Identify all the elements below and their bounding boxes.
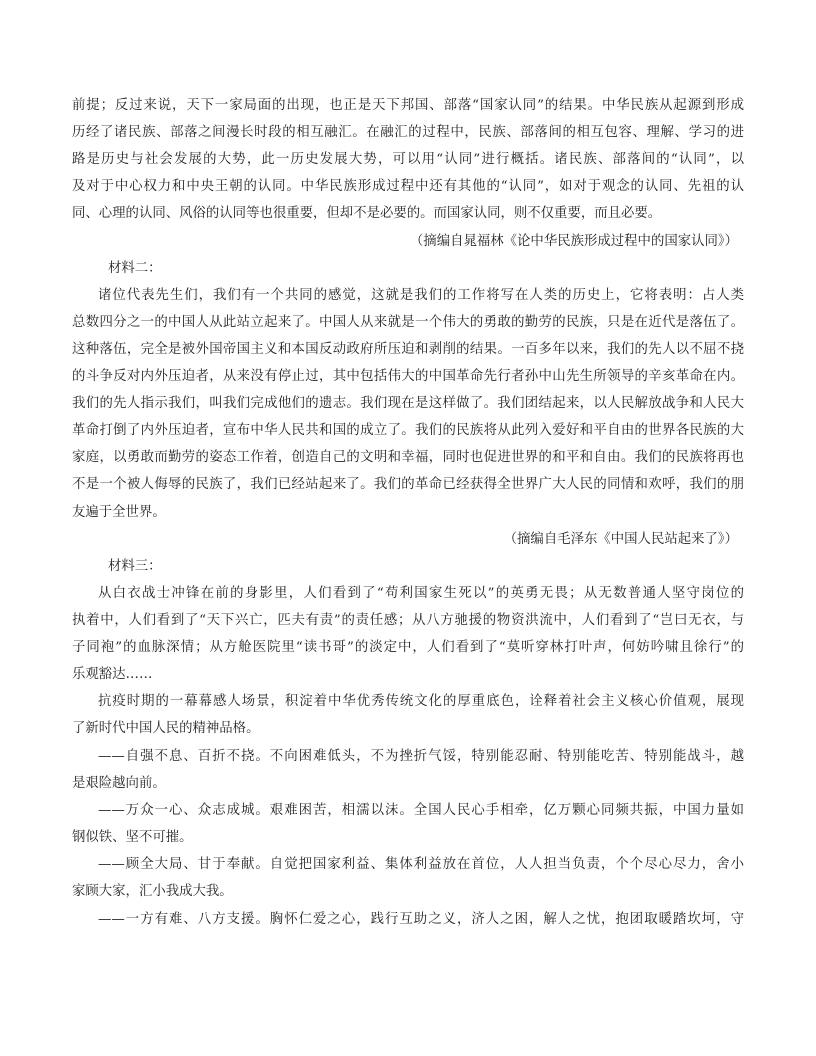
material2-line-9: 友遍于全世界。 bbox=[72, 505, 166, 520]
material2-source: （摘编自毛泽东《中国人民站起来了》） bbox=[503, 532, 738, 547]
material1-line-4: 及对于中心权力和中央王朝的认同。中华民族形成过程中还有其他的“认同”，如对于观念的认同、先祖的认 bbox=[72, 179, 744, 194]
material3-p1-line-1: 从白衣战士冲锋在前的身影里，人们看到了“苟利国家生死以”的英勇无畏；从无数普通人坚守岗位的 bbox=[98, 586, 744, 601]
material3-p4-line-1: ——万众一心、众志成城。艰难困苦，相濡以沫。全国人民心手相牵，亿万颗心同频共振，中国力量如 bbox=[98, 803, 744, 818]
material2-heading: 材料二： bbox=[108, 261, 162, 276]
material3-p5-line-1: ——顾全大局、甘于奉献。自觉把国家利益、集体利益放在首位，人人担当负责，个个尽心尽力，舍小 bbox=[98, 857, 744, 872]
material1-line-5: 同、心理的认同、风俗的认同等也很重要，但却不是必要的。而国家认同，则不仅重要，而且必要。 bbox=[72, 206, 662, 221]
material2-line-4: 的斗争反对内外压迫者，从来没有停止过，其中包括伟大的中国革命先行者孙中山先生所领导的辛亥革命在内。 bbox=[72, 369, 744, 384]
material3-p5-line-2: 家顾大家，汇小我成大我。 bbox=[72, 884, 233, 899]
material2-line-3: 这种落伍，完全是被外国帝国主义和本国反动政府所压迫和剥削的结果。一百多年以来，我们的先人以不屈不挠 bbox=[72, 342, 744, 357]
material3-p1-line-4: 乐观豁达…… bbox=[72, 667, 153, 682]
material2-line-7: 家庭，以勇敢而勤劳的姿态工作着，创造自己的文明和幸福，同时也促进世界的和平和自由。我们的民族将再也 bbox=[72, 450, 744, 465]
material3-p1-line-3: 子同袍”的血脉深情；从方舱医院里“读书哥”的淡定中，人们看到了“莫听穿林打叶声，何妨吟啸且徐行”的 bbox=[72, 640, 744, 655]
material2-line-2: 总数四分之一的中国人从此站立起来了。中国人从来就是一个伟大的勇敢的勤劳的民族，只是在近代是落伍了。 bbox=[72, 315, 744, 330]
material2-line-1: 诸位代表先生们，我们有一个共同的感觉，这就是我们的工作将写在人类的历史上，它将表明：占人类 bbox=[98, 288, 744, 303]
material3-p2-line-1: 抗疫时期的一幕幕感人场景，积淀着中华优秀传统文化的厚重底色，诠释着社会主义核心价值观，展现 bbox=[98, 694, 744, 709]
material3-p3-line-2: 是艰险越向前。 bbox=[72, 776, 166, 791]
material1-line-2: 历经了诸民族、部落之间漫长时段的相互融汇。在融汇的过程中，民族、部落间的相互包容、理解、学习的进 bbox=[72, 125, 744, 140]
material3-p2-line-2: 了新时代中国人民的精神品格。 bbox=[72, 721, 260, 736]
material3-p3-line-1: ——自强不息、百折不挠。不向困难低头，不为挫折气馁，特别能忍耐、特别能吃苦、特别能战斗，越 bbox=[98, 749, 744, 764]
material2-line-8: 不是一个被人侮辱的民族了，我们已经站起来了。我们的革命已经获得全世界广大人民的同情和欢呼，我们的朋 bbox=[72, 477, 744, 492]
material3-p4-line-2: 钢似铁、坚不可摧。 bbox=[72, 830, 193, 845]
material1-line-3: 路是历史与社会发展的大势，此一历史发展大势，可以用“认同”进行概括。诸民族、部落间的“认同”，以 bbox=[72, 152, 744, 167]
material2-line-5: 我们的先人指示我们，叫我们完成他们的遗志。我们现在是这样做了。我们团结起来，以人民解放战争和人民大 bbox=[72, 396, 744, 411]
material3-p6-line-1: ——一方有难、八方支援。胸怀仁爱之心，践行互助之义，济人之困，解人之忧，抱团取暖踏坎坷，守 bbox=[98, 912, 744, 927]
material3-heading: 材料三： bbox=[108, 559, 162, 574]
material1-line-1: 前提；反过来说，天下一家局面的出现，也正是天下邦国、部落“国家认同”的结果。中华民族从起源到形成 bbox=[72, 98, 744, 113]
material1-source: （摘编自晁福林《论中华民族形成过程中的国家认同》） bbox=[409, 234, 738, 249]
material3-p1-line-2: 执着中，人们看到了“天下兴亡，匹夫有责”的责任感；从八方驰援的物资洪流中，人们看到了“岂曰无衣，与 bbox=[72, 613, 744, 628]
material2-line-6: 革命打倒了内外压迫者，宣布中华人民共和国的成立了。我们的民族将从此列入爱好和平自由的世界各民族的大 bbox=[72, 423, 744, 438]
